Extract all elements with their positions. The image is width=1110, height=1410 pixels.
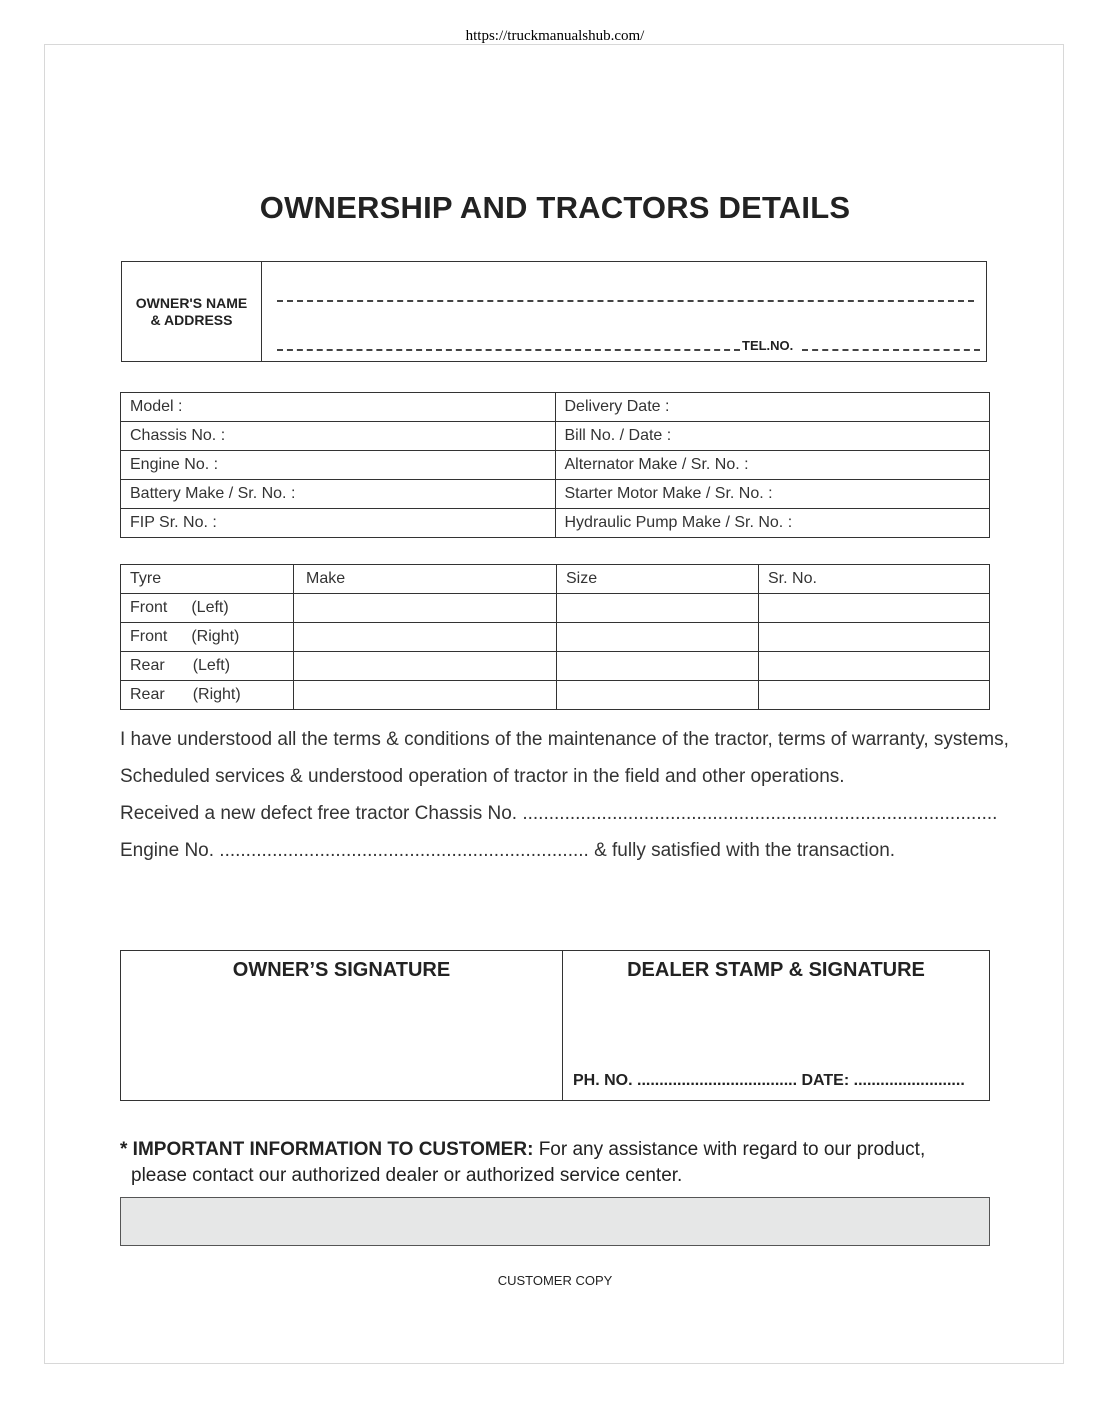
tyre-srno-cell[interactable] — [759, 681, 990, 710]
table-row — [121, 652, 990, 681]
page-title: OWNERSHIP AND TRACTORS DETAILS — [259, 190, 851, 225]
tyre-table — [120, 564, 990, 710]
dealer-signature-area[interactable] — [563, 951, 989, 1100]
important-text: For any assistance with regard to our product, — [533, 1139, 926, 1160]
tyre-size-cell[interactable] — [557, 594, 759, 623]
tyre-axle: Front — [130, 599, 168, 616]
table-row — [121, 509, 990, 538]
tel-label: TEL.NO. — [742, 338, 794, 353]
details-cell: Model : — [121, 393, 556, 422]
details-cell: Bill No. / Date : — [555, 422, 990, 451]
owner-signature-heading: OWNER’S SIGNATURE — [232, 959, 451, 981]
phone-date-line: PH. NO. .................................... DATE: ......................... — [573, 1072, 965, 1089]
tyre-position — [121, 681, 294, 710]
owner-label-line2: & ADDRESS — [150, 311, 233, 328]
declaration — [120, 728, 1009, 876]
tel-line[interactable] — [802, 349, 980, 351]
table-row — [121, 393, 990, 422]
tyre-axle: Front — [130, 628, 168, 645]
owner-name-line[interactable] — [277, 300, 974, 302]
tyre-side: (Left) — [192, 657, 231, 674]
declaration-line: Engine No. ...................................................................... & fully satisfied with the transaction. — [120, 840, 896, 861]
signature-box — [120, 950, 990, 1101]
important-text-line2: please contact our authorized dealer or authorized service center. — [131, 1165, 683, 1186]
tyre-position — [121, 594, 294, 623]
tyre-make-cell[interactable] — [294, 623, 557, 652]
table-row — [121, 623, 990, 652]
tyre-make-cell[interactable] — [294, 652, 557, 681]
tyre-make-cell[interactable] — [294, 594, 557, 623]
details-cell: Battery Make / Sr. No. : — [121, 480, 556, 509]
tyre-header: Tyre — [121, 565, 294, 594]
details-cell: FIP Sr. No. : — [121, 509, 556, 538]
tyre-axle: Rear — [130, 686, 165, 703]
owner-label-line1: OWNER'S NAME — [135, 294, 248, 311]
tyre-header: Make — [294, 565, 557, 594]
details-table — [120, 392, 990, 538]
table-header-row — [121, 565, 990, 594]
important-info — [120, 1137, 1020, 1189]
dealer-signature-heading: DEALER STAMP & SIGNATURE — [627, 959, 925, 981]
details-cell: Starter Motor Make / Sr. No. : — [555, 480, 990, 509]
tyre-size-cell[interactable] — [557, 681, 759, 710]
details-cell: Chassis No. : — [121, 422, 556, 451]
copy-label: CUSTOMER COPY — [497, 1273, 613, 1288]
tyre-size-cell[interactable] — [557, 623, 759, 652]
tyre-make-cell[interactable] — [294, 681, 557, 710]
tyre-header: Size — [557, 565, 759, 594]
owner-address-line[interactable] — [277, 349, 740, 351]
dealer-info-bar — [120, 1197, 990, 1246]
details-cell: Engine No. : — [121, 451, 556, 480]
owner-box — [121, 261, 987, 362]
declaration-line: Received a new defect free tractor Chassis No. .......................................................................................... — [120, 803, 998, 824]
table-row — [121, 681, 990, 710]
tyre-header: Sr. No. — [759, 565, 990, 594]
tyre-side: (Left) — [191, 599, 229, 616]
tyre-size-cell[interactable] — [557, 652, 759, 681]
tyre-side: (Right) — [192, 686, 241, 703]
owner-signature-area[interactable] — [121, 951, 563, 1100]
tyre-position — [121, 652, 294, 681]
important-label: * IMPORTANT INFORMATION TO CUSTOMER: — [120, 1139, 534, 1160]
declaration-line: I have understood all the terms & conditions of the maintenance of the tractor, terms of warranty, systems, — [120, 729, 1009, 750]
tyre-srno-cell[interactable] — [759, 594, 990, 623]
tyre-srno-cell[interactable] — [759, 623, 990, 652]
details-cell: Delivery Date : — [555, 393, 990, 422]
table-row — [121, 451, 990, 480]
tyre-srno-cell[interactable] — [759, 652, 990, 681]
tyre-side: (Right) — [191, 628, 240, 645]
table-row — [121, 594, 990, 623]
details-cell: Alternator Make / Sr. No. : — [555, 451, 990, 480]
tyre-axle: Rear — [130, 657, 165, 674]
header-url: https://truckmanualshub.com/ — [465, 28, 645, 44]
details-cell: Hydraulic Pump Make / Sr. No. : — [555, 509, 990, 538]
table-row — [121, 422, 990, 451]
declaration-line: Scheduled services & understood operation of tractor in the field and other operations. — [120, 766, 845, 787]
tyre-position — [121, 623, 294, 652]
owner-label — [122, 262, 262, 361]
table-row — [121, 480, 990, 509]
